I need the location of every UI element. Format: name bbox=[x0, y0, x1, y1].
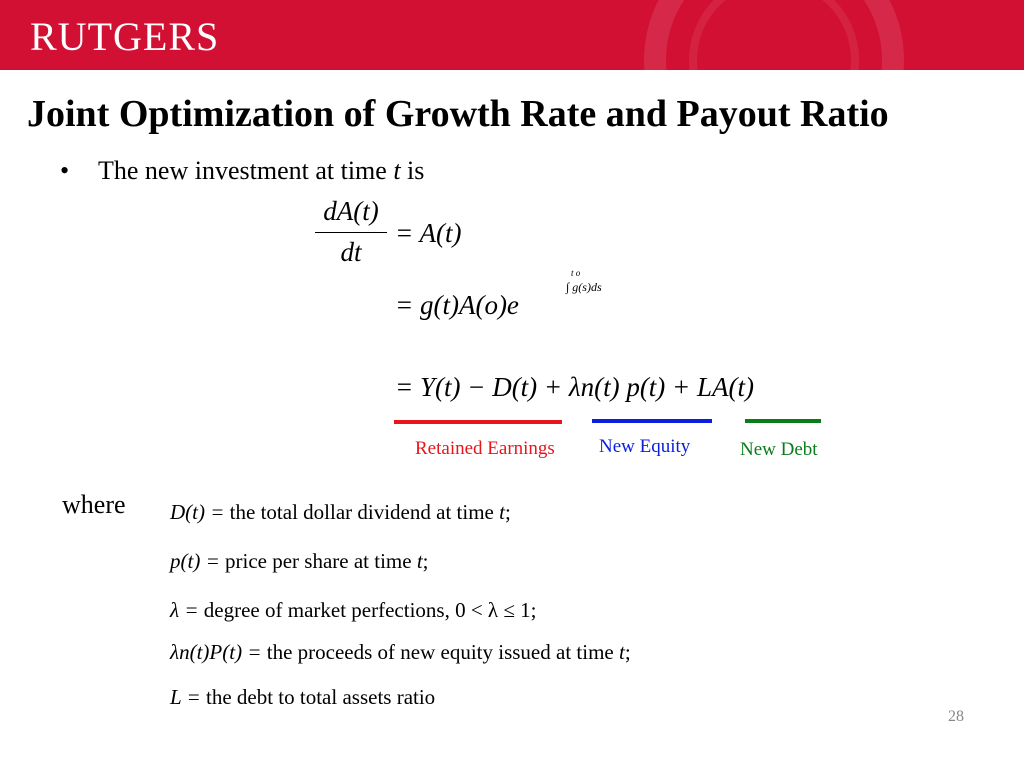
retained-earnings-underline bbox=[394, 420, 562, 424]
definition-dividend bbox=[170, 500, 511, 525]
page-number: 28 bbox=[948, 708, 964, 725]
definition-price bbox=[170, 549, 429, 574]
definition-text: the proceeds of new equity issued at time bbox=[266, 640, 619, 664]
new-debt-label: New Debt bbox=[740, 439, 818, 460]
definition-end: ; bbox=[624, 640, 631, 664]
definition-symbol: p(t) = bbox=[170, 549, 225, 573]
fraction-bar bbox=[315, 232, 387, 233]
equation-3-rhs: = Y(t) − D(t) + λn(t) p(t) + LA(t) bbox=[395, 372, 755, 402]
fraction-numerator: dA(t) bbox=[323, 196, 379, 226]
definition-symbol: λ = bbox=[170, 598, 204, 622]
definition-end: ; bbox=[504, 500, 511, 524]
definition-symbol: D(t) = bbox=[170, 500, 230, 524]
equation-2-rhs: = g(t)A(o)e bbox=[395, 290, 519, 320]
definition-variable: t bbox=[416, 549, 423, 573]
bullet-variable: t bbox=[393, 156, 401, 185]
definition-text: the debt to total assets ratio bbox=[205, 685, 436, 709]
new-equity-underline bbox=[592, 419, 712, 423]
definition-text: the total dollar dividend at time bbox=[229, 500, 500, 524]
definition-proceeds bbox=[170, 640, 631, 665]
header-banner bbox=[0, 0, 1024, 70]
new-debt-underline bbox=[745, 419, 821, 423]
equation-2-exponent: ∫ g(s)ds bbox=[566, 280, 602, 294]
slide-title: Joint Optimization of Growth Rate and Payout Ratio bbox=[27, 93, 889, 135]
definition-symbol: λn(t)P(t) = bbox=[170, 640, 267, 664]
definition-debt-ratio bbox=[170, 685, 435, 710]
bullet-text-suffix: is bbox=[400, 156, 425, 185]
definition-text: degree of market perfections, 0 < λ ≤ 1; bbox=[203, 598, 537, 622]
derivative-fraction bbox=[315, 196, 387, 268]
definition-symbol: L = bbox=[170, 685, 206, 709]
bullet-item bbox=[60, 156, 424, 186]
equation-1-rhs: = A(t) bbox=[395, 218, 462, 248]
definition-variable: t bbox=[499, 500, 505, 524]
definition-text: price per share at time bbox=[225, 549, 417, 573]
retained-earnings-label: Retained Earnings bbox=[415, 438, 555, 459]
bullet-text-prefix: The new investment at time bbox=[98, 156, 394, 185]
where-label: where bbox=[62, 490, 126, 519]
fraction-denominator: dt bbox=[340, 237, 362, 267]
bullet-icon: • bbox=[60, 156, 70, 185]
seal-inner-ring-icon bbox=[689, 0, 859, 70]
new-equity-label: New Equity bbox=[599, 436, 691, 457]
equation-2-exponent-limits: t o bbox=[571, 268, 581, 278]
definition-end: ; bbox=[422, 549, 429, 573]
rutgers-logo: RUTGERS bbox=[30, 14, 220, 59]
definition-variable: t bbox=[618, 640, 625, 664]
definition-lambda bbox=[170, 598, 536, 623]
